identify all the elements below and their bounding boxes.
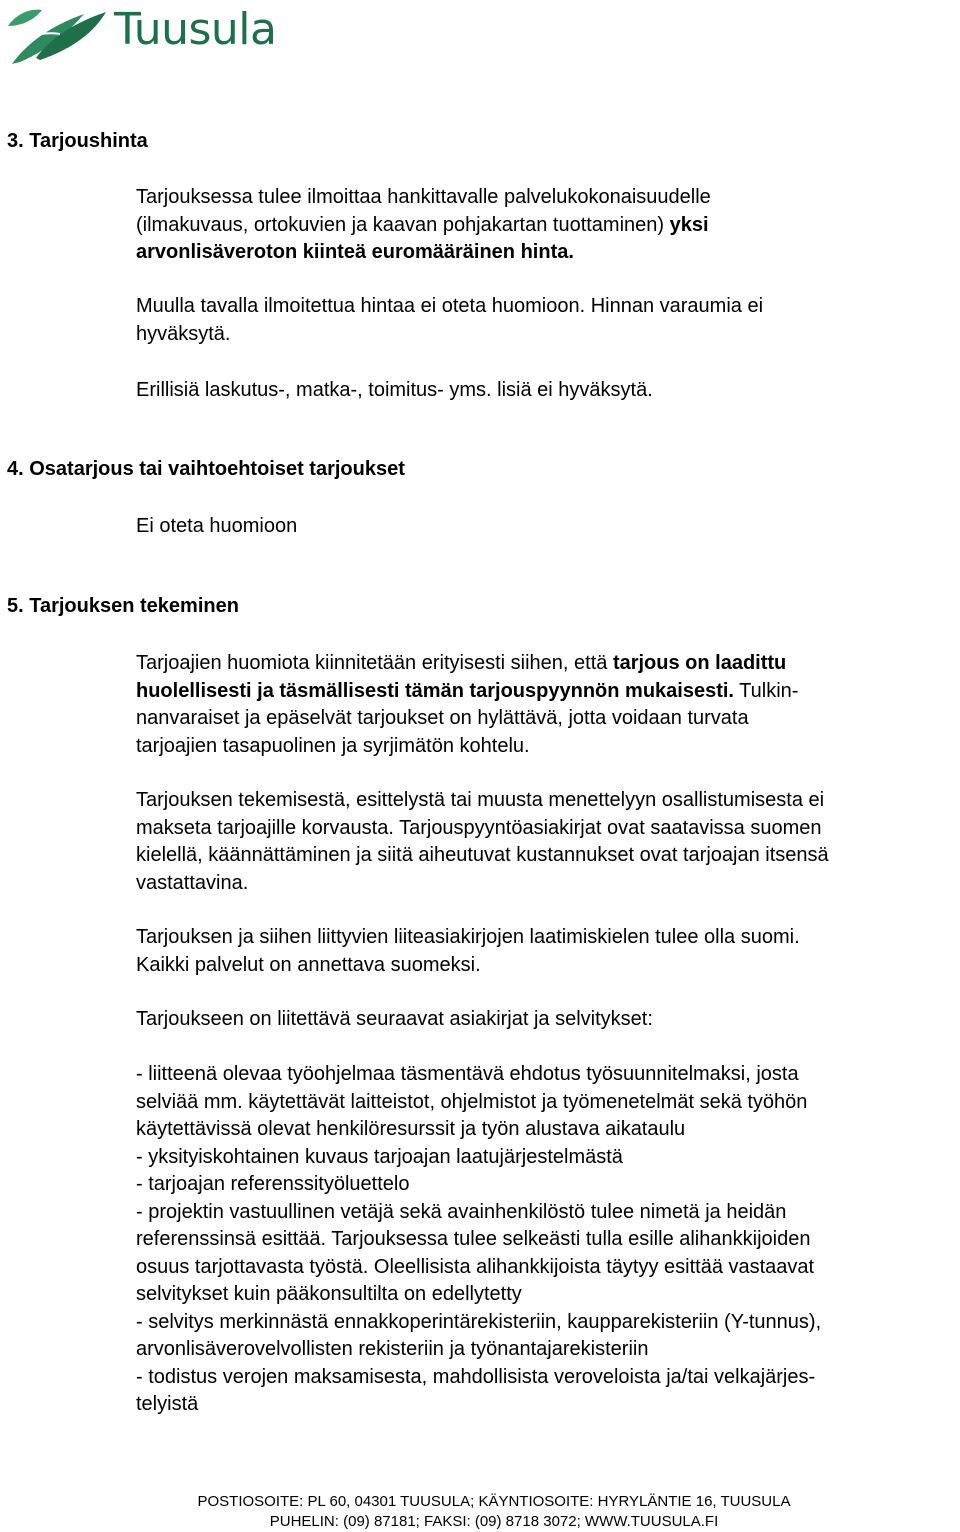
paragraph-careful-offer [136,650,960,760]
paragraph-not-considered [136,513,960,541]
heading-osatarjous: 4. Osatarjous tai vaihtoehtoiset tarjoukset [7,458,405,480]
text-line: nanvaraiset ja epäselvät tarjoukset on hylättävä, jotta voidaan turvata [136,707,749,729]
list-item: arvonlisäverovelvollisten rekisteriin ja työnantajarekisteriin [136,1338,649,1360]
list-item: - projektin vastuullinen vetäjä sekä avainhenkilöstö tulee nimetä ja heidän [136,1200,787,1223]
text-line: Kaikki palvelut on annettava suomeksi. [136,953,481,976]
text-line: kielellä, käännättäminen ja siitä aiheutuvat kustannukset ovat tarjoajan itsensä [136,844,829,866]
list-item: - selvitys merkinnästä ennakkoperintärekisteriin, kaupparekisteriin (Y-tunnus), [136,1310,822,1333]
list-item: - yksityiskohtainen kuvaus tarjoajan laatujärjestelmästä [136,1145,623,1168]
list-item: käytettävissä olevat henkilöresurssit ja työn alustava aikataulu [136,1118,686,1140]
paragraph-price [136,184,960,267]
heading-tarjouksen-tekeminen: 5. Tarjouksen tekeminen [7,595,239,617]
text-line [136,678,960,706]
paragraph-other-prices [136,293,960,348]
text-line: hyväksytä. [136,322,231,345]
paragraph-attachments-intro [136,1006,960,1034]
leaf-logo-icon [6,4,110,68]
heading-tarjoushinta: 3. Tarjoushinta [7,130,148,152]
list-item: - tarjoajan referenssityöluettelo [136,1173,410,1195]
paragraph-compensation [136,787,960,897]
text-line: makseta tarjoajille korvausta. Tarjouspyyntöasiakirjat ovat saatavissa suomen [136,816,822,839]
list-item: - liitteenä olevaa työohjelmaa täsmentävä ehdotus työsuunnitelmaksi, josta [136,1063,799,1085]
list-item: selviää mm. käytettävät laitteistot, ohjelmistot ja työmenetelmät sekä työhön [136,1090,808,1113]
text-segment: (ilmakuvaus, ortokuvien ja kaavan pohjakartan tuottaminen) [136,213,670,236]
text-line: Tarjoukseen on liitettävä seuraavat asiakirjat ja selvitykset: [136,1008,653,1030]
tuusula-logo [6,4,306,68]
list-item: - todistus verojen maksamisesta, mahdollisista veroveloista ja/tai velkajärjes- [136,1365,816,1388]
text-line: Tarjouksessa tulee ilmoittaa hankittavalle palvelukokonaisuudelle [136,186,711,208]
text-line: Muulla tavalla ilmoitettua hintaa ei oteta huomioon. Hinnan varaumia ei [136,295,764,317]
text-segment: Tarjoajien huomiota kiinnitetään erityisesti siihen, että [136,652,613,674]
text-line: Erillisiä laskutus-, matka-, toimitus- yms. lisiä ei hyväksytä. [136,379,653,401]
text-line: Tarjouksen tekemisestä, esittelystä tai muusta menettelyyn osallistumisesta ei [136,789,825,811]
attachments-list [136,1061,960,1419]
list-item: selvitykset kuin pääkonsultilta on edellytetty [136,1283,522,1305]
list-item: referenssinsä esittää. Tarjouksessa tulee selkeästi tulla esille alihankkijoiden [136,1228,811,1250]
bold-segment: huolellisesti ja täsmällisesti tämän tarjouspyynnön mukaisesti. [136,679,734,702]
footer-address: POSTIOSOITE: PL 60, 04301 TUUSULA; KÄYNTIOSOITE: HYRYLÄNTIE 16, TUUSULA [197,1493,791,1510]
page-footer [0,1492,960,1532]
text-line [136,650,960,678]
bold-segment: tarjous on laadittu [612,652,787,674]
footer-contact: PUHELIN: (09) 87181; FAKSI: (09) 8718 3072; WWW.TUUSULA.FI [269,1513,719,1530]
paragraph-language [136,924,960,979]
text-segment: Tulkin- [733,679,799,702]
text-line [136,212,960,240]
bold-segment: yksi [669,213,709,236]
list-item: osuus tarjottavasta työstä. Oleellisista alihankkijoista täytyy esittää vastaavat [136,1255,815,1278]
paragraph-extra-fees [136,377,960,405]
text-line: vastattavina. [136,871,249,894]
text-line: tarjoajien tasapuolinen ja syrjimätön kohtelu. [136,734,530,757]
text-line: Ei oteta huomioon [136,515,298,537]
logo-text: Tuusula [114,4,277,55]
text-line: Tarjouksen ja siihen liittyvien liiteasiakirjojen laatimiskielen tulee olla suomi. [136,926,800,948]
list-item: telyistä [136,1393,199,1415]
bold-line: arvonlisäveroton kiinteä euromääräinen hinta. [136,241,574,263]
